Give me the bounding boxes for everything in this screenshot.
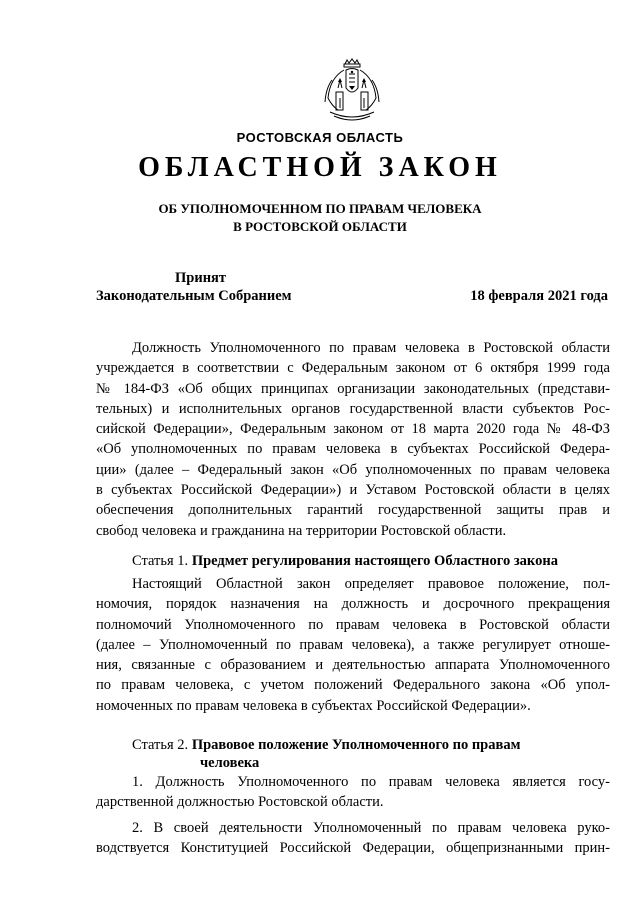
text-line: № 184-ФЗ «Об общих принципах организации законодательных (представи- bbox=[96, 380, 610, 397]
text-line: Настоящий Областной закон определяет правовое положение, пол- bbox=[132, 576, 610, 592]
text-line: учреждается в соответствии с Федеральным законом от 6 октября 1999 года bbox=[96, 360, 610, 377]
article-2-title-continued: человека bbox=[200, 755, 260, 771]
text-line: ции» (далее – Федеральный закон «Об уполномоченных по правам человека bbox=[96, 461, 610, 478]
adopted-label: Принят bbox=[175, 270, 227, 286]
article-1-paragraph bbox=[96, 574, 610, 716]
text-line: 2. В своей деятельности Уполномоченный по правам человека руко- bbox=[132, 820, 610, 836]
article-2-paragraph-2 bbox=[96, 818, 610, 859]
text-line: полномочий Уполномоченного по правам человека в Ростовской области bbox=[96, 616, 610, 633]
text-line: «Об уполномоченных по правам человека в субъектах Российской Федера- bbox=[96, 441, 610, 458]
text-line: номочия, порядок назначения на должность и досрочного прекращения bbox=[96, 596, 610, 613]
article-2-heading bbox=[132, 736, 520, 772]
text-line: водствуется Конституцией Российской Федерации, общепризнанными прин- bbox=[96, 840, 610, 857]
law-subject-line: В РОСТОВСКОЙ ОБЛАСТИ bbox=[233, 219, 407, 234]
law-subject bbox=[0, 200, 640, 236]
text-line: сийской Федерации», Федеральным законом от 18 марта 2020 года № 48-ФЗ bbox=[96, 421, 610, 438]
region-name: РОСТОВСКАЯ ОБЛАСТЬ bbox=[236, 130, 404, 145]
text-line: номоченных по правам человека в субъектах Российской Федерации». bbox=[96, 697, 531, 714]
law-title: ОБЛАСТНОЙ ЗАКОН bbox=[138, 152, 502, 183]
text-line: тельных) и исполнительных органов государственной власти субъектов Рос- bbox=[96, 400, 610, 417]
text-line: обеспечения дополнительных гарантий государственной защиты прав и bbox=[96, 502, 610, 519]
text-line: 1. Должность Уполномоченного по правам человека является госу- bbox=[132, 774, 610, 790]
text-line: свобод человека и гражданина на территории Ростовской области. bbox=[96, 522, 507, 539]
article-1-heading bbox=[132, 552, 558, 570]
text-line: по правам человека, с учетом положений Федерального закона «Об упол- bbox=[96, 677, 610, 694]
article-1-title: Предмет регулирования настоящего Областного закона bbox=[191, 553, 558, 569]
text-line: дарственной должностью Ростовской области. bbox=[96, 794, 384, 811]
article-1-number: Статья 1. bbox=[132, 553, 189, 569]
text-line: (далее – Уполномоченный по правам человека), а также регулирует отноше- bbox=[96, 636, 610, 653]
preamble-paragraph bbox=[96, 338, 610, 541]
article-2-title: Правовое положение Уполномоченного по правам bbox=[191, 737, 521, 753]
text-line: Должность Уполномоченного по правам человека в Ростовской области bbox=[132, 340, 610, 356]
article-2-paragraph-1 bbox=[96, 772, 610, 813]
coat-of-arms-emblem bbox=[316, 58, 388, 124]
adopted-by-label: Законодательным Собранием bbox=[96, 288, 292, 304]
text-line: ния, связанные с образованием и деятельностью аппарата Уполномоченного bbox=[96, 657, 610, 674]
text-line: в субъектах Российской Федерации») и Уставом Ростовской области в целях bbox=[96, 482, 610, 499]
adoption-date: 18 февраля 2021 года bbox=[470, 288, 608, 304]
law-subject-line: ОБ УПОЛНОМОЧЕННОМ ПО ПРАВАМ ЧЕЛОВЕКА bbox=[158, 201, 482, 216]
article-2-number: Статья 2. bbox=[132, 737, 189, 753]
